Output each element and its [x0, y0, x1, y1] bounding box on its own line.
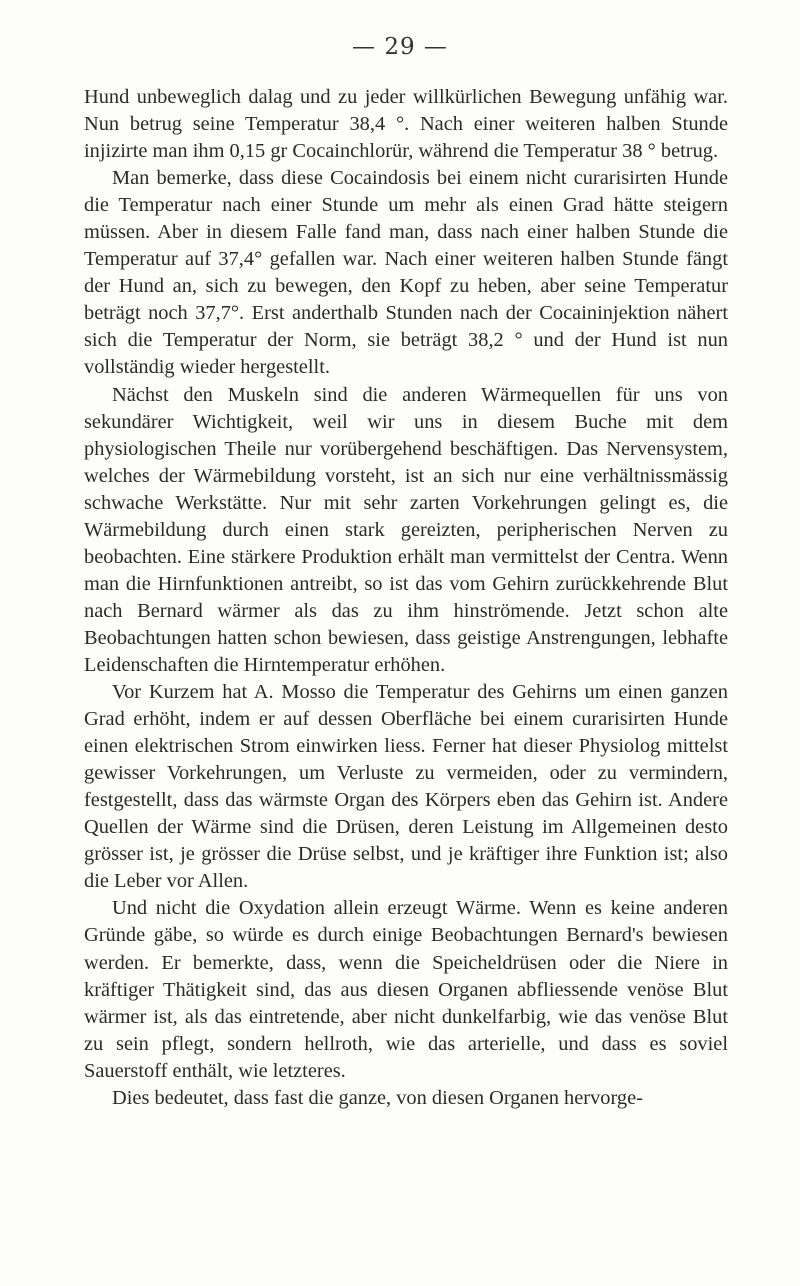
- paragraph-4: Vor Kurzem hat A. Mosso die Temperatur des Gehirns um einen ganzen Grad erhöht, indem er auf dessen Oberfläche bei einem curarisirten Hunde einen elektrischen Strom einwirken liess. Ferner hat dieser Physiolog mittelst gewisser Vorkehrungen, um Verluste zu vermeiden, oder zu vermindern, festgestellt, dass das wärmste Organ des Körpers eben das Gehirn ist. Andere Quellen der Wärme sind die Drüsen, deren Leistung im Allgemeinen desto grösser ist, je grösser die Drüse selbst, und je kräftiger ihre Funktion ist; also die Leber vor Allen.: [84, 681, 728, 893]
- paragraph-6: Dies bedeutet, dass fast die ganze, von diesen Organen hervorge-: [112, 1086, 643, 1109]
- paragraph-3: Nächst den Muskeln sind die anderen Wärmequellen für uns von sekundärer Wichtigkeit, weil wir uns in diesem Buche mit dem physiologischen Theile nur vorübergehend beschäftigen. Das Nervensystem, welches der Wärmebildung vorsteht, ist an sich nur eine verhältnissmässig schwache Werkstätte. Nur mit sehr zarten Vorkehrungen gelingt es, die Wärmebildung durch einen stark gereizten, peripherischen Nerven zu beobachten. Eine stärkere Produktion erhält man vermittelst der Centra. Wenn man die Hirnfunktionen antreibt, so ist das vom Gehirn zurückkehrende Blut nach Bernard wärmer als das zu ihm hinströmende. Jetzt schon alte Beobachtungen hatten schon bewiesen, dass geistige Anstrengungen, lebhafte Leidenschaften die Hirntemperatur erhöhen.: [84, 383, 728, 676]
- page-number: — 29 —: [352, 34, 448, 60]
- paragraph-2: Man bemerke, dass diese Cocaindosis bei einem nicht curarisirten Hunde die Temperatur nach einer Stunde um mehr als einen Grad hätte steigern müssen. Aber in diesem Falle fand man, dass nach einer halben Stunde die Temperatur auf 37,4° gefallen war. Nach einer weiteren halben Stunde fängt der Hund an, sich zu bewegen, den Kopf zu heben, aber seine Temperatur beträgt noch 37,7°. Erst anderthalb Stunden nach der Cocaininjektion nähert sich die Temperatur der Norm, sie beträgt 38,2 ° und der Hund ist nun vollständig wieder hergestellt.: [84, 167, 728, 379]
- paragraph-5: Und nicht die Oxydation allein erzeugt Wärme. Wenn es keine anderen Gründe gäbe, so würde es durch einige Beobachtungen Bernard's bewiesen werden. Er bemerkte, dass, wenn die Speicheldrüsen oder die Niere in kräftiger Thätigkeit sind, das aus diesen Organen abfliessende venöse Blut wärmer ist, als das eintretende, aber nicht dunkelfarbig, wie das venöse Blut zu sein pflegt, sondern hellroth, wie das arterielle, und dass es soviel Sauerstoff enthält, wie letzteres.: [84, 897, 728, 1082]
- paragraph-1: Hund unbeweglich dalag und zu jeder willkürlichen Bewegung unfähig war. Nun betrug seine Temperatur 38,4 °. Nach einer weiteren halben Stunde injizirte man ihm 0,15 gr Cocainchlorür, während die Temperatur 38 ° betrug.: [84, 86, 728, 163]
- body-text: [84, 84, 728, 1112]
